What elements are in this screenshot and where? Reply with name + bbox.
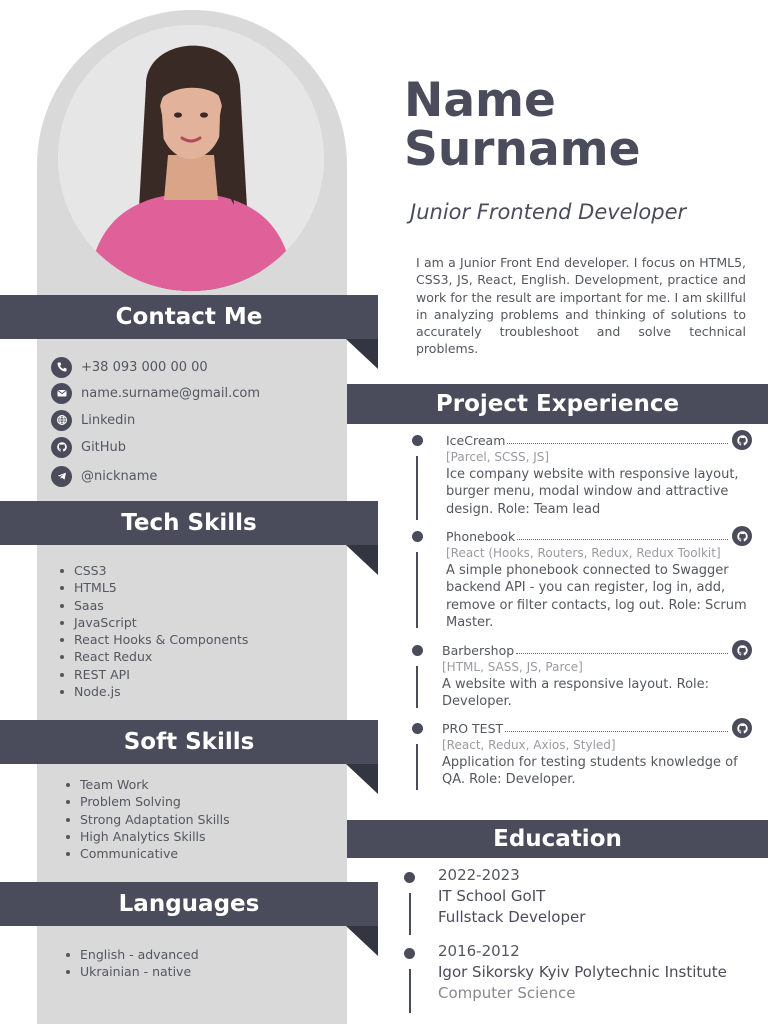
list-item: Saas (60, 597, 248, 614)
education-dates: 2016-2012 (438, 942, 520, 960)
project-item (442, 641, 752, 711)
education-school: Igor Sikorsky Kyiv Polytechnic Institute (438, 963, 727, 981)
first-name: Name (404, 73, 556, 128)
timeline-dot (404, 872, 415, 883)
list-item: Problem Solving (66, 793, 230, 810)
timeline-dot (412, 531, 423, 542)
phone-icon (51, 357, 72, 378)
project-description: A simple phonebook connected to Swagger backend API - you can register, log in, add, remove or filter contacts, log out. Role: Scrum Master. (446, 563, 747, 630)
project-name[interactable]: IceCream (446, 433, 506, 448)
list-item: English - advanced (66, 946, 199, 963)
profile-photo (58, 25, 324, 291)
project-tech: [HTML, SASS, JS, Parce] (442, 660, 583, 674)
dotted-leader (516, 653, 728, 654)
timeline-line (416, 456, 418, 520)
list-item: Ukrainian - native (66, 963, 199, 980)
education-dates: 2022-2023 (438, 866, 520, 884)
telegram-icon (51, 466, 72, 487)
github-icon (51, 437, 72, 458)
github-icon[interactable] (732, 640, 752, 660)
contact-github-text: GitHub (81, 439, 127, 455)
contact-linkedin[interactable] (51, 409, 135, 431)
contact-linkedin-text: Linkedin (81, 412, 136, 428)
ribbon-fold (346, 764, 378, 794)
globe-icon (51, 410, 72, 431)
timeline-dot (404, 948, 415, 959)
project-tech: [React, Redux, Axios, Styled] (442, 738, 616, 752)
project-name[interactable]: Phonebook (446, 529, 516, 544)
dotted-leader (505, 731, 728, 732)
project-description: Application for testing students knowledge of QA. Role: Developer. (442, 755, 738, 788)
education-item (438, 941, 727, 1004)
contact-phone[interactable] (51, 356, 208, 378)
projects-section-title: Project Experience (347, 384, 768, 424)
education-school: IT School GoIT (438, 887, 546, 905)
tech-skills-list (60, 562, 248, 700)
dotted-leader (507, 443, 728, 444)
list-item: JavaScript (60, 614, 248, 631)
dotted-leader (517, 539, 728, 540)
project-item (446, 431, 752, 518)
list-item: React Redux (60, 648, 248, 665)
languages-list (66, 946, 199, 981)
project-description: A website with a responsive layout. Role: Developer. (442, 677, 710, 710)
github-icon[interactable] (732, 718, 752, 738)
timeline-dot (412, 723, 423, 734)
project-tech: [Parcel, SCSS, JS] (446, 450, 550, 464)
list-item: REST API (60, 666, 248, 683)
timeline-dot (412, 435, 423, 446)
education-field: Fullstack Developer (438, 908, 586, 926)
project-description: Ice company website with responsive layout, burger menu, modal window and attractive design. Role: Team lead (446, 467, 739, 517)
education-field: Computer Science (438, 984, 576, 1002)
contact-section-title: Contact Me (0, 295, 378, 339)
soft-skills-section-title: Soft Skills (0, 720, 378, 764)
github-icon[interactable] (732, 526, 752, 546)
ribbon-fold (346, 926, 378, 956)
mail-icon (51, 383, 72, 404)
education-item (438, 865, 585, 928)
languages-section-title: Languages (0, 882, 378, 926)
timeline-line (409, 893, 411, 935)
timeline-line (409, 969, 411, 1013)
project-name[interactable]: Barbershop (442, 643, 515, 658)
list-item: Team Work (66, 776, 230, 793)
list-item: React Hooks & Components (60, 631, 248, 648)
tech-skills-section-title: Tech Skills (0, 501, 378, 545)
job-title: Junior Frontend Developer (410, 200, 687, 224)
timeline-line (416, 552, 418, 628)
full-name (404, 73, 641, 177)
contact-telegram[interactable] (51, 465, 157, 487)
project-item (446, 527, 752, 631)
timeline-line (416, 666, 418, 708)
education-section-title: Education (347, 820, 768, 858)
contact-telegram-text: @nickname (81, 468, 158, 484)
timeline-line (416, 744, 418, 790)
project-name[interactable]: PRO TEST (442, 721, 504, 736)
github-icon[interactable] (732, 430, 752, 450)
about-paragraph: I am a Junior Front End developer. I focus on HTML5, CSS3, JS, React, English. Development, practice and work for the result are important for me. I am skillful in analyzing problems and thinking of solutions to accurately troubleshoot and solve technical problems. (416, 255, 746, 357)
project-item (442, 719, 752, 789)
last-name: Surname (404, 122, 641, 177)
list-item: Strong Adaptation Skills (66, 811, 230, 828)
timeline-dot (412, 645, 423, 656)
list-item: Node.js (60, 683, 248, 700)
ribbon-fold (346, 339, 378, 369)
list-item: High Analytics Skills (66, 828, 230, 845)
contact-email[interactable] (51, 382, 260, 404)
contact-github[interactable] (51, 436, 126, 458)
contact-email-text: name.surname@gmail.com (81, 385, 260, 401)
list-item: CSS3 (60, 562, 248, 579)
list-item: HTML5 (60, 579, 248, 596)
contact-phone-text: +38 093 000 00 00 (81, 359, 208, 375)
list-item: Communicative (66, 845, 230, 862)
soft-skills-list (66, 776, 230, 862)
project-tech: [React (Hooks, Routers, Redux, Redux Toolkit] (446, 546, 721, 560)
ribbon-fold (346, 545, 378, 575)
